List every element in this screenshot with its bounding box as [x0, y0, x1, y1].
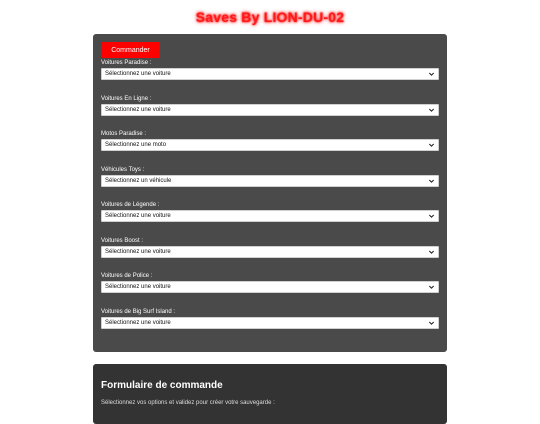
- voitures-boost-select[interactable]: [101, 246, 439, 258]
- group-label: Voitures de Big Surf Island :: [101, 309, 176, 315]
- group-label: Motos Paradise :: [101, 131, 147, 137]
- voitures-big-surf-island-select[interactable]: [101, 317, 439, 329]
- group-motos-paradise: [101, 130, 439, 151]
- order-form-title: Formulaire de commande: [101, 380, 223, 391]
- group-label: Voitures de Légende :: [101, 202, 160, 208]
- group-label: Voitures Boost :: [101, 238, 144, 244]
- order-form-panel: [93, 364, 447, 424]
- chevron-down-icon: [428, 283, 435, 291]
- motos-paradise-select[interactable]: [101, 139, 439, 151]
- chevron-down-icon: [428, 70, 435, 78]
- group-label: Voitures de Police :: [101, 273, 153, 279]
- select-value: Sélectionnez un véhicule: [105, 178, 172, 184]
- vehicle-selection-panel: [93, 34, 447, 352]
- select-value: Sélectionnez une moto: [105, 142, 167, 148]
- order-form-subtitle: Sélectionnez vos options et validez pour créer votre sauvegarde :: [101, 400, 275, 406]
- select-value: Sélectionnez une voiture: [105, 284, 171, 290]
- chevron-down-icon: [428, 141, 435, 149]
- group-vehicules-toys: [101, 166, 439, 187]
- select-value: Sélectionnez une voiture: [105, 249, 171, 255]
- group-voitures-boost: [101, 237, 439, 258]
- chevron-down-icon: [428, 319, 435, 327]
- chevron-down-icon: [428, 106, 435, 114]
- group-label: Véhicules Toys :: [101, 167, 145, 173]
- group-voitures-de-police: [101, 272, 439, 293]
- group-voitures-big-surf-island: [101, 308, 439, 329]
- voitures-de-police-select[interactable]: [101, 281, 439, 293]
- voitures-paradise-select[interactable]: [101, 68, 439, 80]
- select-value: Sélectionnez une voiture: [105, 320, 171, 326]
- page-title: Saves By LION-DU-02: [195, 9, 345, 25]
- chevron-down-icon: [428, 177, 435, 185]
- select-value: Sélectionnez une voiture: [105, 107, 171, 113]
- group-label: Voitures Paradise :: [101, 60, 152, 66]
- group-voitures-en-ligne: [101, 95, 439, 116]
- select-value: Sélectionnez une voiture: [105, 213, 171, 219]
- voitures-en-ligne-select[interactable]: [101, 104, 439, 116]
- group-voitures-de-legende: [101, 201, 439, 222]
- chevron-down-icon: [428, 248, 435, 256]
- group-label: Voitures En Ligne :: [101, 96, 152, 102]
- vehicules-toys-select[interactable]: [101, 175, 439, 187]
- chevron-down-icon: [428, 212, 435, 220]
- commander-button[interactable]: Commander: [101, 42, 160, 58]
- select-value: Sélectionnez une voiture: [105, 71, 171, 77]
- voitures-de-legende-select[interactable]: [101, 210, 439, 222]
- group-voitures-paradise: [101, 59, 439, 80]
